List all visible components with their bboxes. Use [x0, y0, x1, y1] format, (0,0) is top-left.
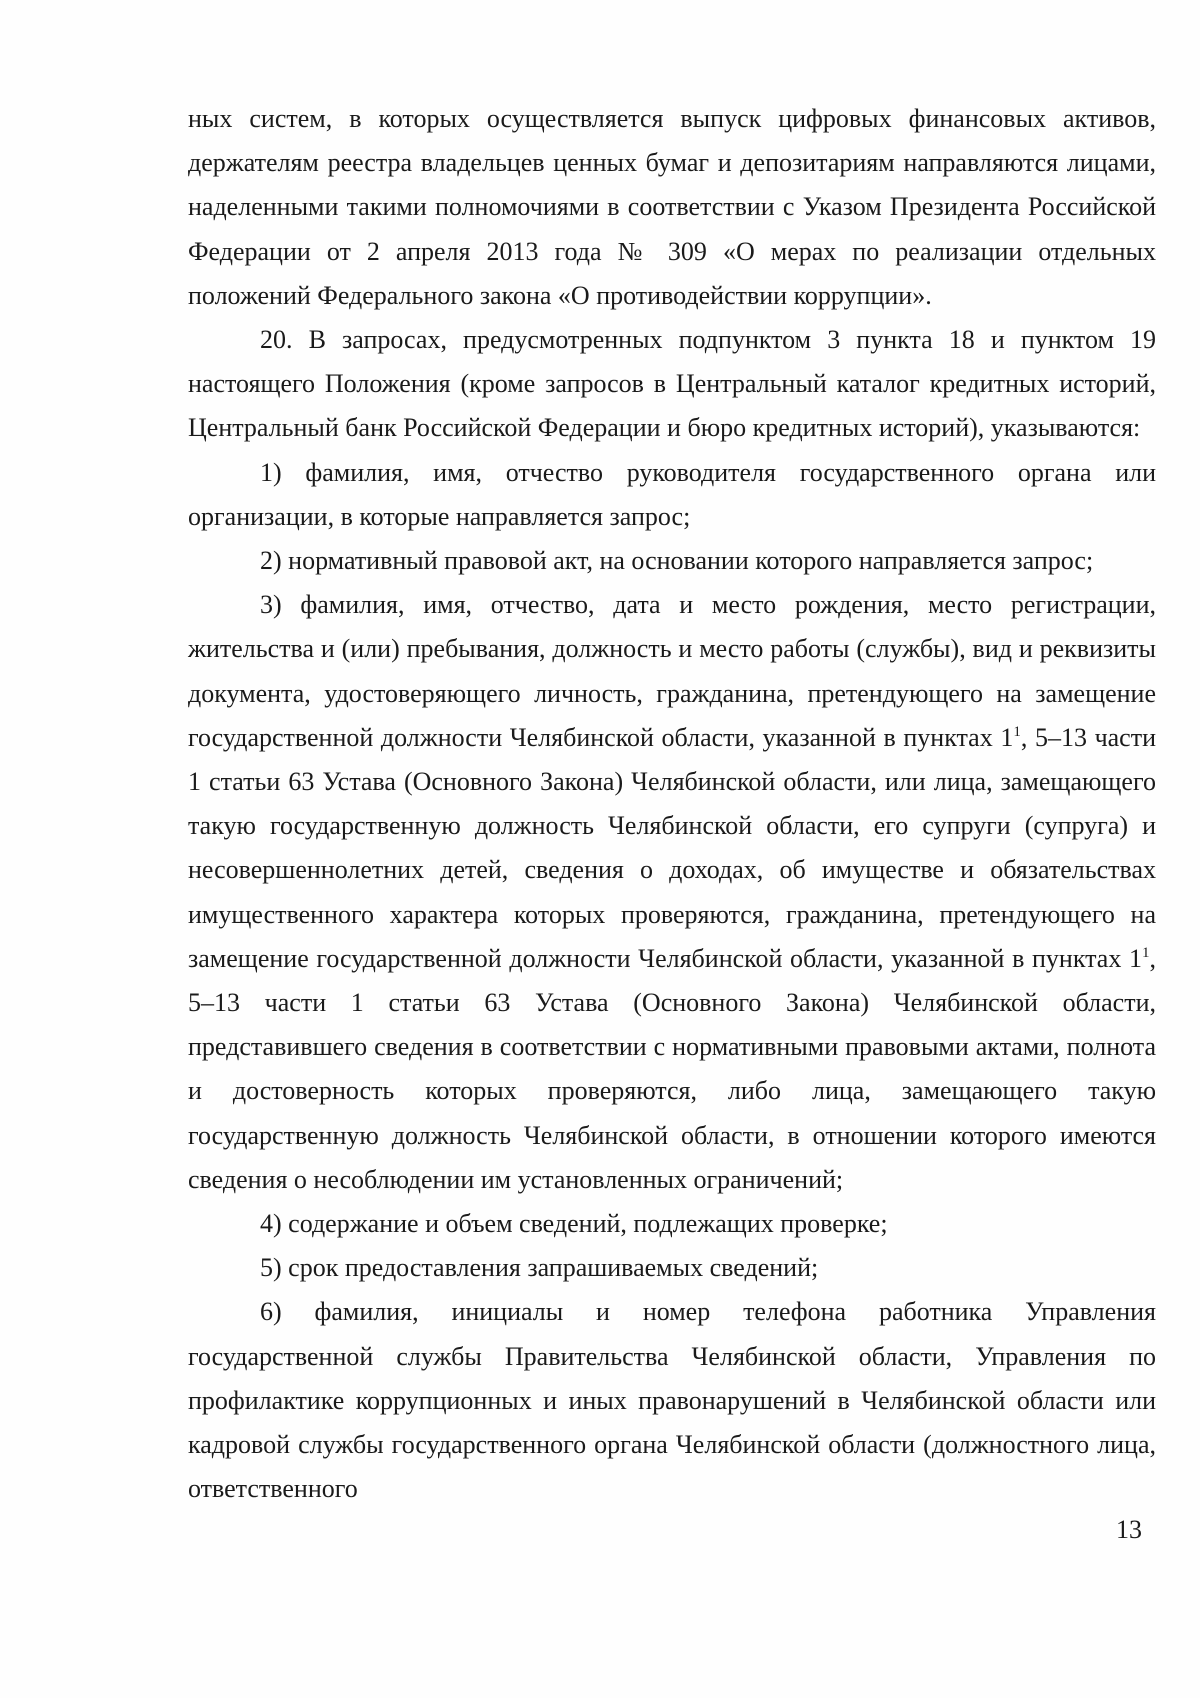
list-item-1: 1) фамилия, имя, отчество руководителя государственного органа или организации, в которые направляется запрос;: [188, 457, 1156, 531]
list-item-3-part-c: , 5–13 части 1 статьи 63 Устава (Основного Закона) Челябинской области, представившего сведения в соответствии с нормативными правовыми актами, полнота и достоверность которых проверяются, либо лица, замещающего такую государственную должность Челябинской области, в отношении которого имеются сведения о несоблюдении им установленных ограничений;: [188, 943, 1156, 1194]
paragraph-continuation: ных систем, в которых осуществляется выпуск цифровых финансовых активов, держателям реестра владельцев ценных бумаг и депозитариям направляются лицами, наделенными такими полномочиями в соответствии с Указом Президента Российской Федерации от 2 апреля 2013 года № 309 «О мерах по реализации отдельных положений Федерального закона «О противодействии коррупции».: [188, 104, 1156, 310]
list-item-3: [188, 583, 1156, 1202]
paragraph-20: 20. В запросах, предусмотренных подпунктом 3 пункта 18 и пунктом 19 настоящего Положения (кроме запросов в Центральный каталог кредитных историй, Центральный банк Российской Федерации и бюро кредитных историй), указываются:: [188, 325, 1156, 443]
list-item-3-part-b: , 5–13 части 1 статьи 63 Устава (Основного Закона) Челябинской области, или лица, замещающего такую государственную должность Челябинской области, его супруги (супруга) и несовершеннолетних детей, сведения о доходах, об имуществе и обязательствах имущественного характера которых проверяются, гражданина, претендующего на замещение государственной должности Челябинской области, указанной в пунктах 1: [188, 722, 1156, 973]
superscript-2: 1: [1142, 944, 1150, 961]
superscript-1: 1: [1013, 723, 1021, 740]
list-item-2: 2) нормативный правовой акт, на основании которого направляется запрос;: [260, 546, 1094, 576]
list-item-4: 4) содержание и объем сведений, подлежащих проверке;: [260, 1209, 888, 1239]
list-item-3-part-a: 3) фамилия, имя, отчество, дата и место рождения, место регистрации, жительства и (или) пребывания, должность и место работы (службы), вид и реквизиты документа, удостоверяющего личность, гражданина, претендующего на замещение государственной должности Челябинской области, указанной в пунктах 1: [188, 590, 1156, 752]
document-body: [188, 97, 1156, 1512]
list-item-6: 6) фамилия, инициалы и номер телефона работника Управления государственной службы Правительства Челябинской области, Управления по профилактике коррупционных и иных правонарушений в Челябинской области или кадровой службы государственного органа Челябинской области (должностного лица, ответственного: [188, 1297, 1156, 1504]
page-number: 13: [1116, 1515, 1142, 1544]
list-item-5: 5) срок предоставления запрашиваемых сведений;: [260, 1253, 819, 1283]
